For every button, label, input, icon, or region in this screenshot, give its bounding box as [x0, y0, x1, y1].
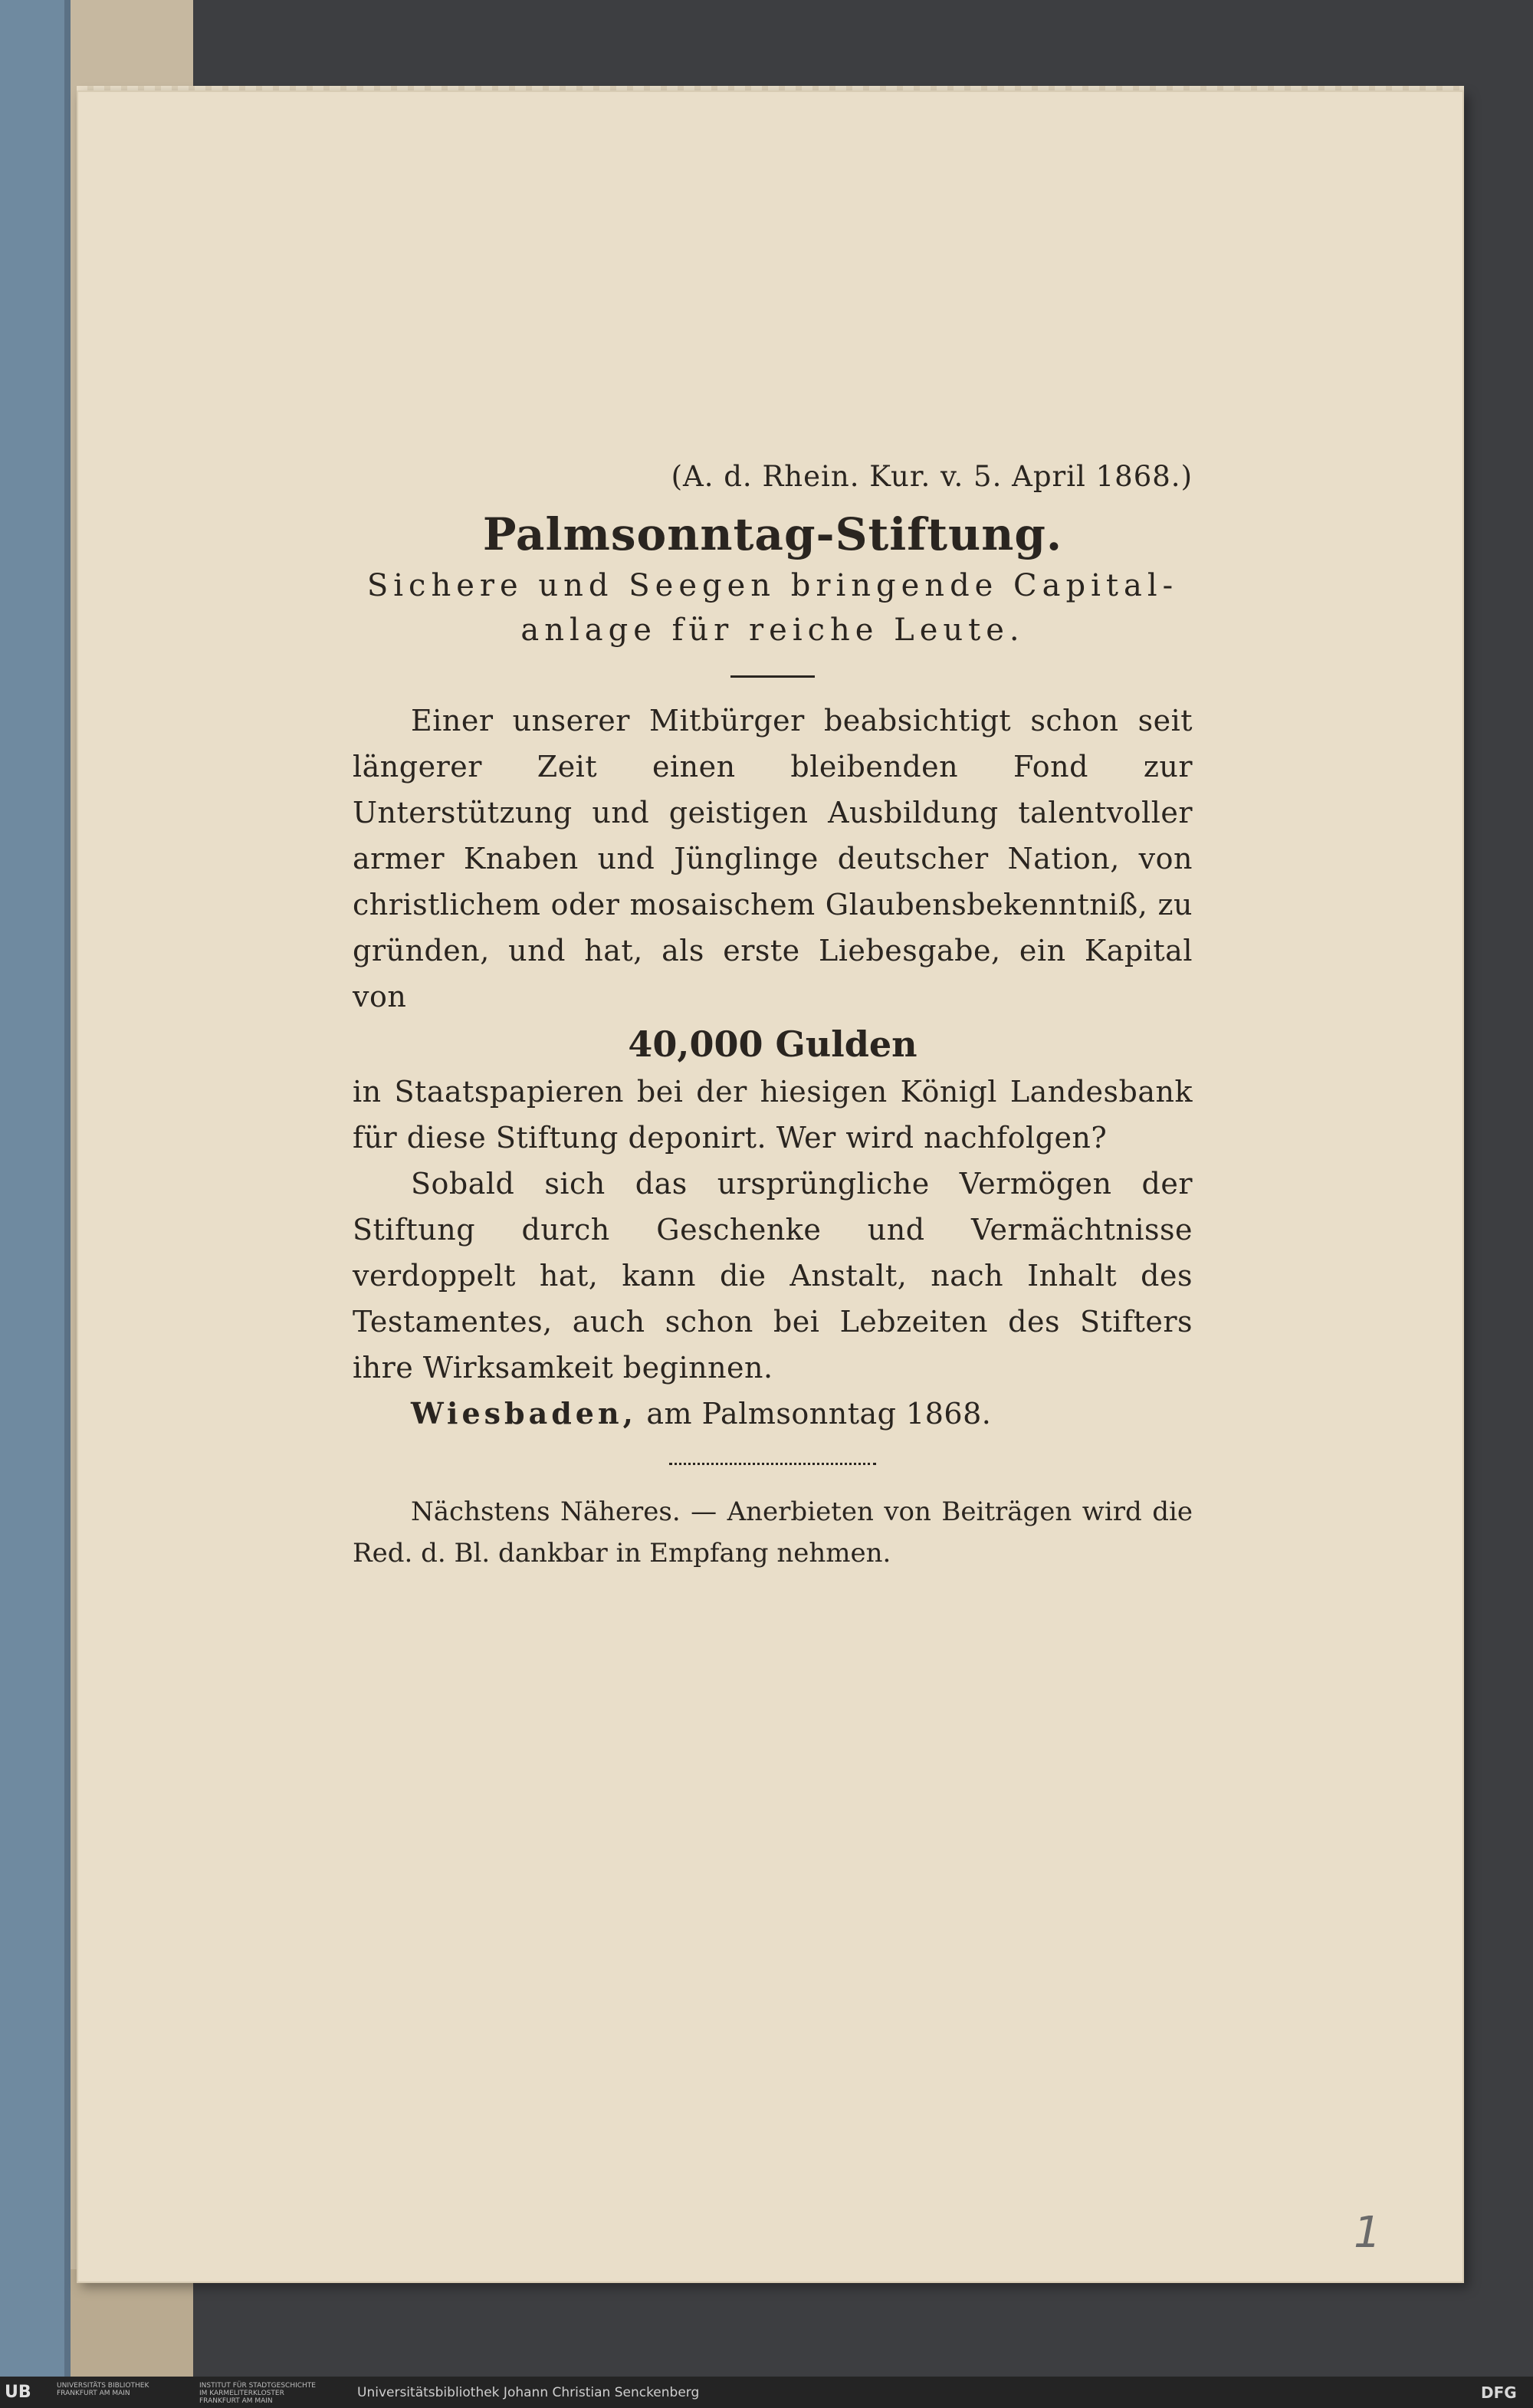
- paragraph-1: Einer unserer Mitbürger beabsichtigt schon seit längerer Zeit einen bleibenden Fond zur Unterstützung und geistigen Ausbildung talentvoller armer Knaben und Jünglinge deutscher Nation, von christlichem oder mosaischem Glaubensbekenntniß, zu gründen, und hat, als erste Liebesgabe, ein Kapital von: [353, 704, 1193, 1013]
- paragraph-2: in Staatspapieren bei der hiesigen Königl Landesbank für diese Stiftung deponirt. Wer wird nachfolgen?: [353, 1075, 1193, 1155]
- footnote: Nächstens Näheres. — Anerbieten von Beiträgen wird die Red. d. Bl. dankbar in Empfang nehmen.: [353, 1496, 1193, 1569]
- ub-logo: UB: [5, 2383, 31, 2402]
- document-text: [353, 460, 1193, 1574]
- closing-line: [353, 1391, 1193, 1437]
- source-line: (A. d. Rhein. Kur. v. 5. April 1868.): [671, 460, 1193, 493]
- university-library-label: UNIVERSITÄTS BIBLIOTHEK FRANKFURT AM MAIN: [57, 2382, 149, 2397]
- page-number: 1: [1354, 2208, 1381, 2258]
- title-divider: [730, 675, 815, 678]
- donation-amount: 40,000 Gulden: [628, 1023, 918, 1065]
- institute-label: INSTITUT FÜR STADTGESCHICHTE IM KARMELITERKLOSTER FRANKFURT AM MAIN: [199, 2382, 316, 2405]
- subtitle: [353, 563, 1193, 652]
- closing-date: am Palmsonntag 1868.: [646, 1397, 992, 1431]
- paragraph-3: Sobald sich das ursprüngliche Vermögen der Stiftung durch Geschenke und Vermächtnisse verdoppelt hat, kann die Anstalt, nach Inhalt des Testamentes, auch schon bei Lebzeiten des Stifters ihre Wirksamkeit beginnen.: [353, 1167, 1193, 1385]
- viewer-footer: [0, 2377, 1533, 2408]
- document-title: Palmsonntag-Stiftung.: [482, 508, 1063, 560]
- subtitle-line-1: Sichere und Seegen bringende Capital-: [366, 568, 1179, 603]
- note-divider: [669, 1463, 876, 1465]
- blue-cover-strip: [0, 0, 71, 2377]
- subtitle-line-2: anlage für reiche Leute.: [520, 613, 1025, 648]
- library-name: Universitätsbibliothek Johann Christian Senckenberg: [357, 2385, 700, 2400]
- closing-city: Wiesbaden,: [411, 1396, 637, 1431]
- dfg-logo: DFG: [1481, 2383, 1517, 2402]
- backing-board-bottom: [71, 2269, 193, 2377]
